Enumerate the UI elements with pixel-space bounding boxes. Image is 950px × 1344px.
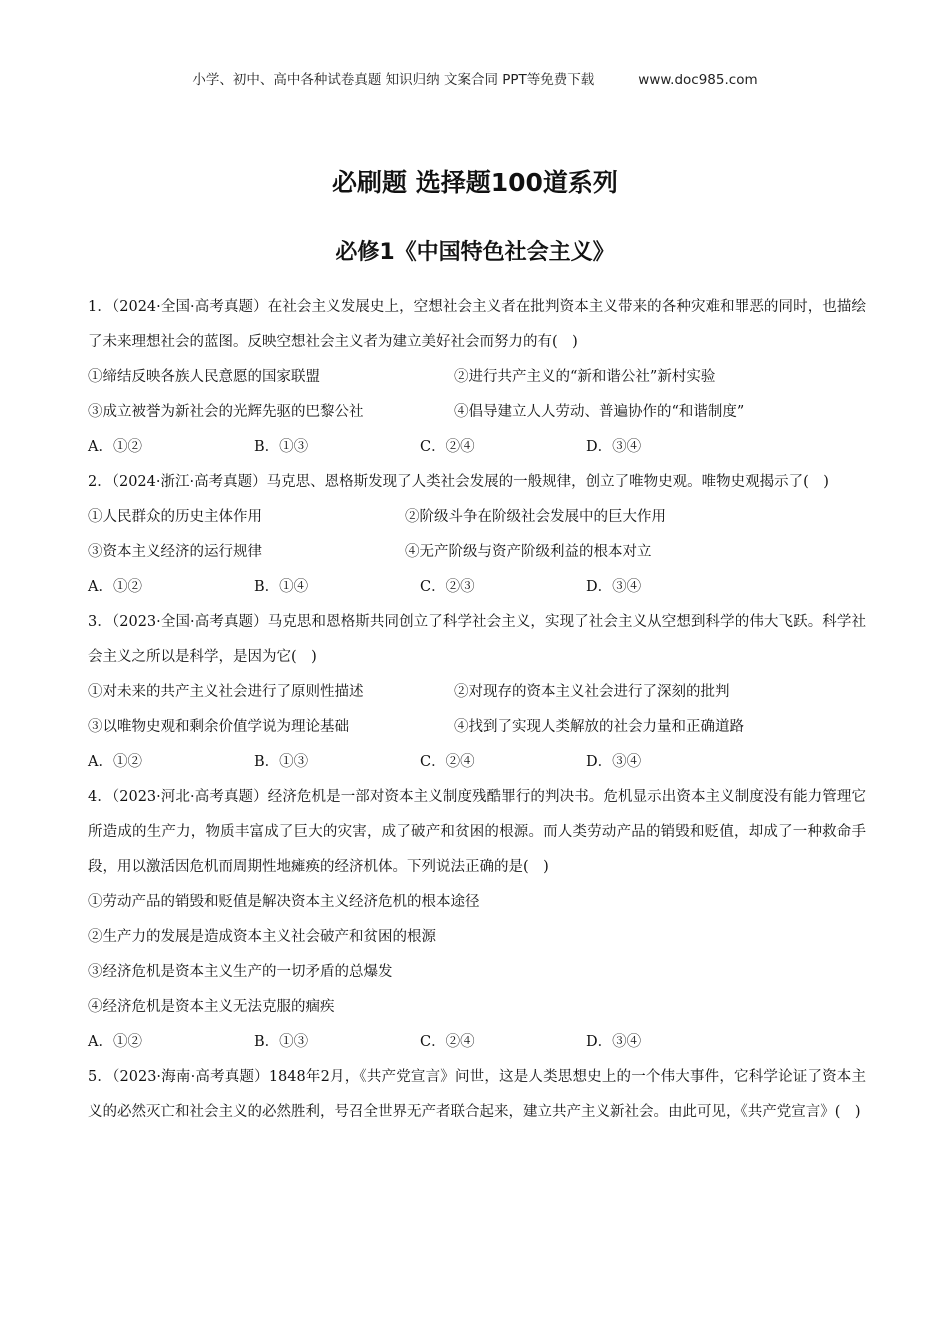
option-1: ①劳动产品的销毁和贬值是解决资本主义经济危机的根本途径 — [88, 894, 480, 910]
option-2: ②对现存的资本主义社会进行了深刻的批判 — [454, 684, 730, 700]
answer-b[interactable]: B．①③ — [254, 754, 309, 770]
option-4: ④无产阶级与资产阶级利益的根本对立 — [405, 544, 652, 560]
option-row — [88, 710, 866, 745]
page-header — [0, 68, 950, 88]
option-1: ①人民群众的历史主体作用 — [88, 509, 262, 525]
option-row — [88, 535, 866, 570]
question-stem: 2．（2024·浙江·高考真题）马克思、恩格斯发现了人类社会发展的一般规律，创立了唯物史观。唯物史观揭示了( ) — [88, 474, 829, 490]
header-text: 小学、初中、高中各种试卷真题 知识归纳 文案合同 PPT等免费下载 — [192, 72, 595, 88]
answer-d[interactable]: D．③④ — [586, 439, 642, 455]
option-row — [88, 395, 866, 430]
option-4: ④找到了实现人类解放的社会力量和正确道路 — [454, 719, 744, 735]
page-title: 必刷题 选择题100道系列 — [332, 168, 618, 197]
answer-choices — [88, 745, 866, 780]
option-row — [88, 500, 866, 535]
answer-d[interactable]: D．③④ — [586, 1034, 642, 1050]
option-3: ③成立被誉为新社会的光辉先驱的巴黎公社 — [88, 404, 364, 420]
answer-b[interactable]: B．①④ — [254, 579, 309, 595]
answer-b[interactable]: B．①③ — [254, 439, 309, 455]
answer-d[interactable]: D．③④ — [586, 579, 642, 595]
option-4: ④经济危机是资本主义无法克服的痼疾 — [88, 999, 335, 1015]
answer-c[interactable]: C．②③ — [420, 579, 475, 595]
answer-d[interactable]: D．③④ — [586, 754, 642, 770]
option-2: ②生产力的发展是造成资本主义社会破产和贫困的根源 — [88, 929, 436, 945]
option-2: ②进行共产主义的“新和谐公社”新村实验 — [454, 369, 716, 385]
question-3 — [88, 605, 866, 780]
question-stem: 1．（2024·全国·高考真题）在社会主义发展史上，空想社会主义者在批判资本主义带来的各种灾难和罪恶的同时，也描绘了未来理想社会的蓝图。反映空想社会主义者为建立美好社会而努力的有( ) — [88, 299, 866, 350]
option-3: ③资本主义经济的运行规律 — [88, 544, 262, 560]
option-1: ①对未来的共产主义社会进行了原则性描述 — [88, 684, 364, 700]
question-stem: 4．（2023·河北·高考真题）经济危机是一部对资本主义制度残酷罪行的判决书。危机显示出资本主义制度没有能力管理它所造成的生产力，物质丰富成了巨大的灾害，成了破产和贫困的根源。而人类劳动产品的销毁和贬值，却成了一种救命手段，用以激活因危机而周期性地瘫痪的经济机体。下列说法正确的是( ) — [88, 789, 866, 875]
page-subtitle: 必修1《中国特色社会主义》 — [335, 240, 615, 265]
option-1: ①缔结反映各族人民意愿的国家联盟 — [88, 369, 320, 385]
answer-choices — [88, 570, 866, 605]
answer-c[interactable]: C．②④ — [420, 754, 475, 770]
option-3: ③以唯物史观和剩余价值学说为理论基础 — [88, 719, 349, 735]
question-2 — [88, 465, 866, 605]
answer-choices — [88, 1025, 866, 1060]
question-4 — [88, 780, 866, 1060]
answer-a[interactable]: A．①② — [88, 439, 142, 455]
question-5 — [88, 1060, 866, 1130]
header-site-link[interactable]: www.doc985.com — [638, 72, 758, 88]
option-row — [88, 360, 866, 395]
answer-a[interactable]: A．①② — [88, 754, 142, 770]
option-2: ②阶级斗争在阶级社会发展中的巨大作用 — [405, 509, 666, 525]
question-1 — [88, 290, 866, 465]
option-row — [88, 675, 866, 710]
answer-c[interactable]: C．②④ — [420, 439, 475, 455]
option-4: ④倡导建立人人劳动、普遍协作的“和谐制度” — [454, 404, 745, 420]
answer-choices — [88, 430, 866, 465]
option-3: ③经济危机是资本主义生产的一切矛盾的总爆发 — [88, 964, 393, 980]
answer-a[interactable]: A．①② — [88, 579, 142, 595]
answer-b[interactable]: B．①③ — [254, 1034, 309, 1050]
answer-a[interactable]: A．①② — [88, 1034, 142, 1050]
answer-c[interactable]: C．②④ — [420, 1034, 475, 1050]
question-stem: 5．（2023·海南·高考真题）1848年2月，《共产党宣言》问世，这是人类思想史上的一个伟大事件，它科学论证了资本主义的必然灭亡和社会主义的必然胜利，号召全世界无产者联合起来，建立共产主义新社会。由此可见，《共产党宣言》( ) — [88, 1069, 866, 1120]
question-stem: 3．（2023·全国·高考真题）马克思和恩格斯共同创立了科学社会主义，实现了社会主义从空想到科学的伟大飞跃。科学社会主义之所以是科学，是因为它( ) — [88, 614, 866, 665]
question-list — [88, 290, 866, 1130]
